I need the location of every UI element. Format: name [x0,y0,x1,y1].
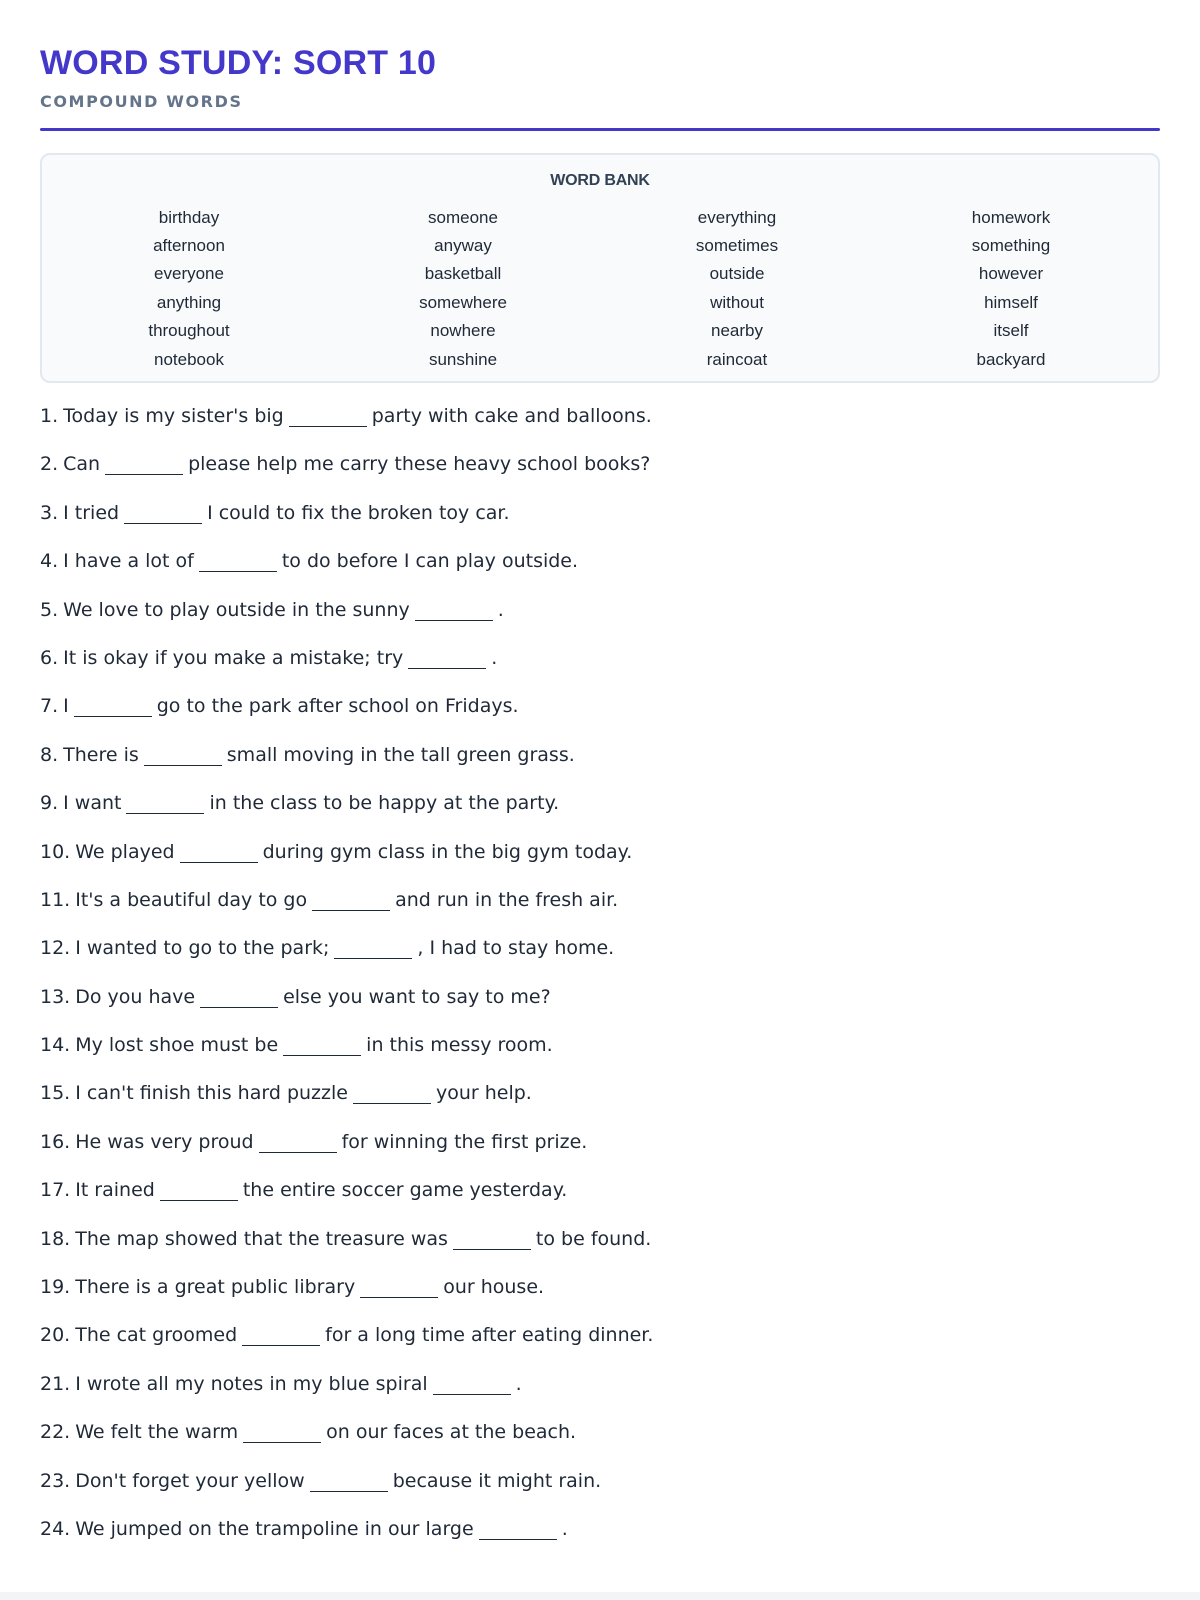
word-bank-word: something [971,236,1051,256]
question-number: 3. [40,501,59,524]
question-text-after: our house. [443,1276,545,1299]
question-text-after: . [491,646,498,669]
question-item [40,939,1160,987]
word-bank-word: birthday [158,207,220,227]
question-item [40,1227,1160,1278]
word-bank-word: somewhere [419,292,507,312]
question-text-after: small moving in the tall green grass. [226,743,575,766]
question-text-after: because it might rain. [392,1469,602,1492]
question-text-after: and run in the fresh air. [395,888,619,911]
question-number: 18. [40,1227,71,1250]
question-number: 2. [40,453,59,476]
question-text-before: Do you have [75,985,196,1008]
question-text-after: , I had to stay home. [417,937,615,960]
question-number: 13. [40,985,71,1008]
word-bank-word: notebook [154,349,224,369]
question-item [40,552,1160,600]
question-text-after: . [497,598,504,621]
word-bank-word: outside [709,264,765,284]
question-text-before: I [63,695,69,718]
question-item [40,455,1160,503]
question-text-before: Today is my sister's big [63,405,284,427]
question-text-after: go to the park after school on Fridays. [156,695,519,718]
answer-blank[interactable] [126,795,204,814]
question-item [40,1517,1160,1568]
question-item [40,1469,1160,1520]
question-number: 17. [40,1179,71,1202]
answer-blank[interactable] [160,1182,238,1201]
answer-blank[interactable] [243,1424,321,1443]
question-number: 16. [40,1130,71,1153]
question-text-after: in the class to be happy at the party. [209,792,560,815]
answer-blank[interactable] [408,650,486,669]
question-text-before: We felt the warm [75,1421,239,1444]
answer-blank[interactable] [74,698,152,717]
word-bank-word: homework [971,207,1051,227]
question-text-after: I could to fix the broken toy car. [207,501,510,524]
word-bank-word: nearby [711,321,763,341]
question-number: 14. [40,1034,71,1057]
question-number: 1. [40,405,59,427]
question-text-before: There is a great public library [75,1276,356,1299]
answer-blank[interactable] [334,940,412,959]
question-item [40,840,1160,891]
answer-blank[interactable] [144,747,222,766]
question-text-before: I wrote all my notes in my blue spiral [75,1372,428,1395]
question-text-before: The cat groomed [75,1324,238,1347]
question-text-before: I have a lot of [63,550,194,573]
word-bank-word: without [710,292,764,312]
question-text-after: your help. [435,1082,532,1105]
question-text-before: It's a beautiful day to go [75,888,308,911]
question-text-after: else you want to say to me? [283,985,551,1008]
question-number: 8. [40,743,59,766]
answer-blank[interactable] [180,844,258,863]
answer-blank[interactable] [242,1327,320,1346]
page-title: WORD STUDY: SORT 10 [40,44,437,82]
word-bank-word: anything [156,292,222,312]
question-text-before: We played [75,840,175,863]
question-text-after: . [561,1517,568,1540]
answer-blank[interactable] [200,989,278,1008]
page-subtitle: COMPOUND WORDS [40,92,243,111]
question-text-before: There is [63,743,139,766]
answer-blank[interactable] [283,1037,361,1056]
question-item [40,697,1160,745]
question-text-after: please help me carry these heavy school books? [188,453,651,476]
question-text-after: for winning the first prize. [341,1130,588,1153]
answer-blank[interactable] [415,602,493,621]
question-number: 22. [40,1421,71,1444]
answer-blank[interactable] [259,1134,337,1153]
question-number: 6. [40,646,59,669]
question-item [40,888,1160,939]
question-item [40,1372,1160,1423]
question-item [40,646,1160,697]
question-item [40,743,1160,794]
question-text-after: . [515,1372,522,1395]
question-number: 4. [40,550,59,573]
word-bank-word: everything [697,207,777,227]
question-number: 19. [40,1276,71,1299]
answer-blank[interactable] [124,505,202,524]
question-number: 9. [40,792,59,815]
answer-blank[interactable] [310,1473,388,1492]
question-list [40,407,1160,1568]
question-text-before: I tried [63,501,120,524]
question-text-after: in this messy room. [366,1034,553,1057]
word-bank-word: basketball [424,264,502,284]
question-text-after: party with cake and balloons. [371,405,652,427]
answer-blank[interactable] [360,1279,438,1298]
question-text-after: during gym class in the big gym today. [262,840,633,863]
question-item [40,501,1160,552]
word-bank-word: sometimes [695,236,779,256]
word-bank-word: throughout [148,321,230,341]
answer-blank[interactable] [105,456,183,475]
question-text-before: I wanted to go to the park; [75,937,330,960]
question-text-after: to do before I can play outside. [281,550,579,573]
question-text-before: He was very proud [75,1130,254,1153]
answer-blank[interactable] [199,553,277,572]
question-number: 12. [40,937,71,960]
word-bank-word: someone [428,207,498,227]
question-text-before: We love to play outside in the sunny [63,598,410,621]
question-text-before: It is okay if you make a mistake; try [63,646,404,669]
word-bank-word: itself [993,321,1029,341]
word-bank-word: himself [984,292,1038,312]
question-number: 5. [40,598,59,621]
question-text-before: It rained [75,1179,155,1202]
question-text-before: The map showed that the treasure was [75,1227,448,1250]
question-text-before: We jumped on the trampoline in our large [75,1517,474,1540]
word-bank [40,153,1160,383]
question-number: 24. [40,1517,71,1540]
word-bank-grid [52,203,1148,373]
question-number: 20. [40,1324,71,1347]
question-number: 7. [40,695,59,718]
answer-blank[interactable] [312,892,390,911]
word-bank-word: anyway [434,236,492,256]
question-item [40,1036,1160,1084]
word-bank-word: backyard [976,349,1046,369]
question-text-before: I want [63,792,122,815]
header-divider [40,128,1160,131]
question-text-after: to be found. [535,1227,652,1250]
word-bank-word: nowhere [430,321,496,341]
answer-blank[interactable] [289,408,367,427]
question-text-after: on our faces at the beach. [326,1421,577,1444]
question-number: 10. [40,840,71,863]
question-number: 11. [40,888,71,911]
word-bank-word: everyone [154,264,224,284]
question-text-before: Don't forget your yellow [75,1469,305,1492]
question-item [40,1130,1160,1181]
word-bank-word: raincoat [706,349,768,369]
word-bank-title: WORD BANK [550,172,650,189]
question-text-before: My lost shoe must be [75,1034,279,1057]
question-number: 23. [40,1469,71,1492]
question-number: 21. [40,1372,71,1395]
answer-blank[interactable] [433,1376,511,1395]
question-text-before: I can't finish this hard puzzle [75,1082,348,1105]
answer-blank[interactable] [353,1085,431,1104]
word-bank-word: however [978,264,1044,284]
question-item [40,985,1160,1036]
answer-blank[interactable] [479,1521,557,1540]
question-text-after: the entire soccer game yesterday. [242,1179,568,1202]
question-text-after: for a long time after eating dinner. [325,1324,654,1347]
question-item [40,1181,1160,1229]
question-item [40,1084,1160,1132]
answer-blank[interactable] [453,1231,531,1250]
question-item [40,598,1160,649]
word-bank-word: afternoon [153,236,225,256]
word-bank-word: sunshine [428,349,498,369]
question-number: 15. [40,1082,71,1105]
question-text-before: Can [63,453,101,476]
question-item [40,794,1160,842]
question-item [40,407,1160,455]
question-item [40,1423,1160,1471]
question-item [40,1326,1160,1374]
question-item [40,1278,1160,1326]
